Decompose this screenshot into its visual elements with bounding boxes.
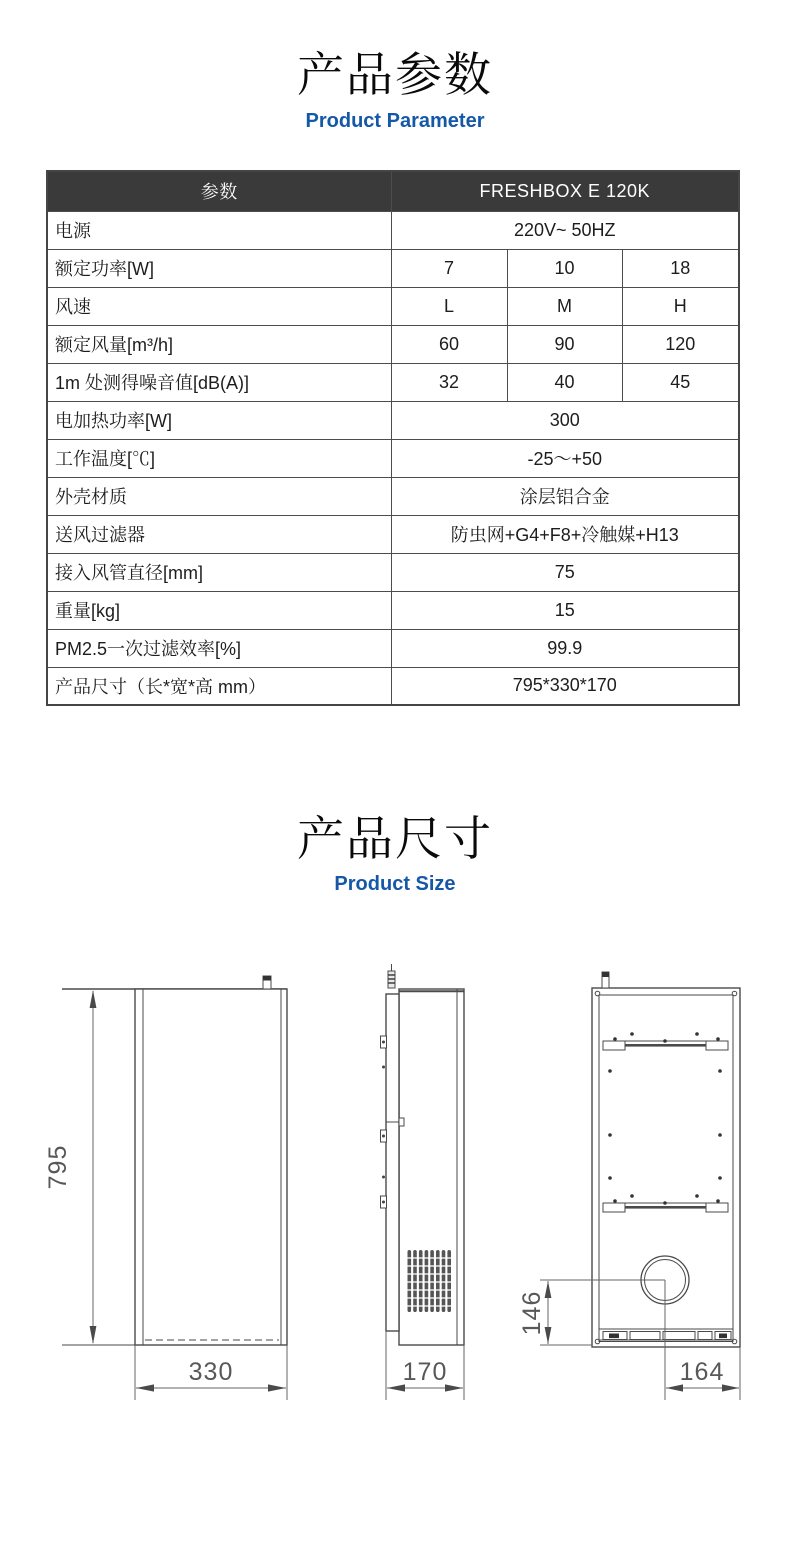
spec-value-cell: M (507, 287, 622, 325)
dimension-label-width: 330 (188, 1358, 234, 1386)
dimension-label-duct-horizontal: 164 (679, 1358, 725, 1386)
spec-label-cell: 接入风管直径[mm] (47, 553, 391, 591)
spec-label-cell: 1m 处测得噪音值[dB(A)] (47, 363, 391, 401)
spec-value-cell: 120 (622, 325, 739, 363)
dimension-label-duct-vertical: 146 (518, 1290, 546, 1336)
spec-value-cell: 40 (507, 363, 622, 401)
spec-value-cell: 15 (391, 591, 739, 629)
spec-value-cell: L (391, 287, 507, 325)
spec-label-cell: 风速 (47, 287, 391, 325)
spec-label-cell: 送风过滤器 (47, 515, 391, 553)
spec-value-cell: -25～+50 (391, 439, 739, 477)
table-row (47, 629, 739, 667)
table-row (47, 287, 739, 325)
table-row (47, 591, 739, 629)
spec-label-cell: 电源 (47, 211, 391, 249)
header-cell-model: FRESHBOX E 120K (391, 171, 739, 211)
spec-label-cell: 产品尺寸（长*宽*高 mm） (47, 667, 391, 705)
spec-label-cell: 电加热功率[W] (47, 401, 391, 439)
table-header-row (47, 171, 739, 211)
spec-value-cell: H (622, 287, 739, 325)
spec-label-cell: PM2.5一次过滤效率[%] (47, 629, 391, 667)
spec-label-cell: 额定风量[m³/h] (47, 325, 391, 363)
spec-value-cell: 10 (507, 249, 622, 287)
spec-label-cell: 额定功率[W] (47, 249, 391, 287)
front-view-drawing (44, 976, 287, 1400)
spec-value-cell: 300 (391, 401, 739, 439)
spec-value-cell: 45 (622, 363, 739, 401)
spec-value-cell: 32 (391, 363, 507, 401)
table-row (47, 553, 739, 591)
spec-value-cell: 18 (622, 249, 739, 287)
parameter-section-subtitle: Product Parameter (305, 110, 485, 132)
spec-label-cell: 外壳材质 (47, 477, 391, 515)
spec-table-container (46, 170, 740, 706)
spec-value-cell: 90 (507, 325, 622, 363)
spec-value-cell: 99.9 (391, 629, 739, 667)
spec-table (46, 170, 740, 706)
spec-value-cell: 60 (391, 325, 507, 363)
spec-label-cell: 重量[kg] (47, 591, 391, 629)
spec-value-cell: 7 (391, 249, 507, 287)
header-cell-parameter: 参数 (47, 171, 391, 211)
table-row (47, 477, 739, 515)
table-row (47, 325, 739, 363)
table-row (47, 439, 739, 477)
spec-value-cell: 防虫网+G4+F8+冷触媒+H13 (391, 515, 739, 553)
table-row (47, 249, 739, 287)
size-section-subtitle: Product Size (334, 873, 456, 895)
spec-value-cell: 220V~ 50HZ (391, 211, 739, 249)
spec-label-cell: 工作温度[℃] (47, 439, 391, 477)
side-view-drawing (381, 964, 465, 1400)
table-row (47, 515, 739, 553)
table-row (47, 667, 739, 705)
dimension-label-depth: 170 (402, 1358, 448, 1386)
parameter-section-title: 产品参数 (297, 48, 493, 101)
rear-view-drawing (518, 972, 740, 1400)
spec-value-cell: 涂层铝合金 (391, 477, 739, 515)
size-section-title: 产品尺寸 (297, 812, 493, 865)
spec-value-cell: 75 (391, 553, 739, 591)
table-row (47, 363, 739, 401)
table-row (47, 211, 739, 249)
spec-value-cell: 795*330*170 (391, 667, 739, 705)
dimension-label-height: 795 (44, 1144, 72, 1190)
table-row (47, 401, 739, 439)
dimension-drawings (0, 955, 790, 1455)
